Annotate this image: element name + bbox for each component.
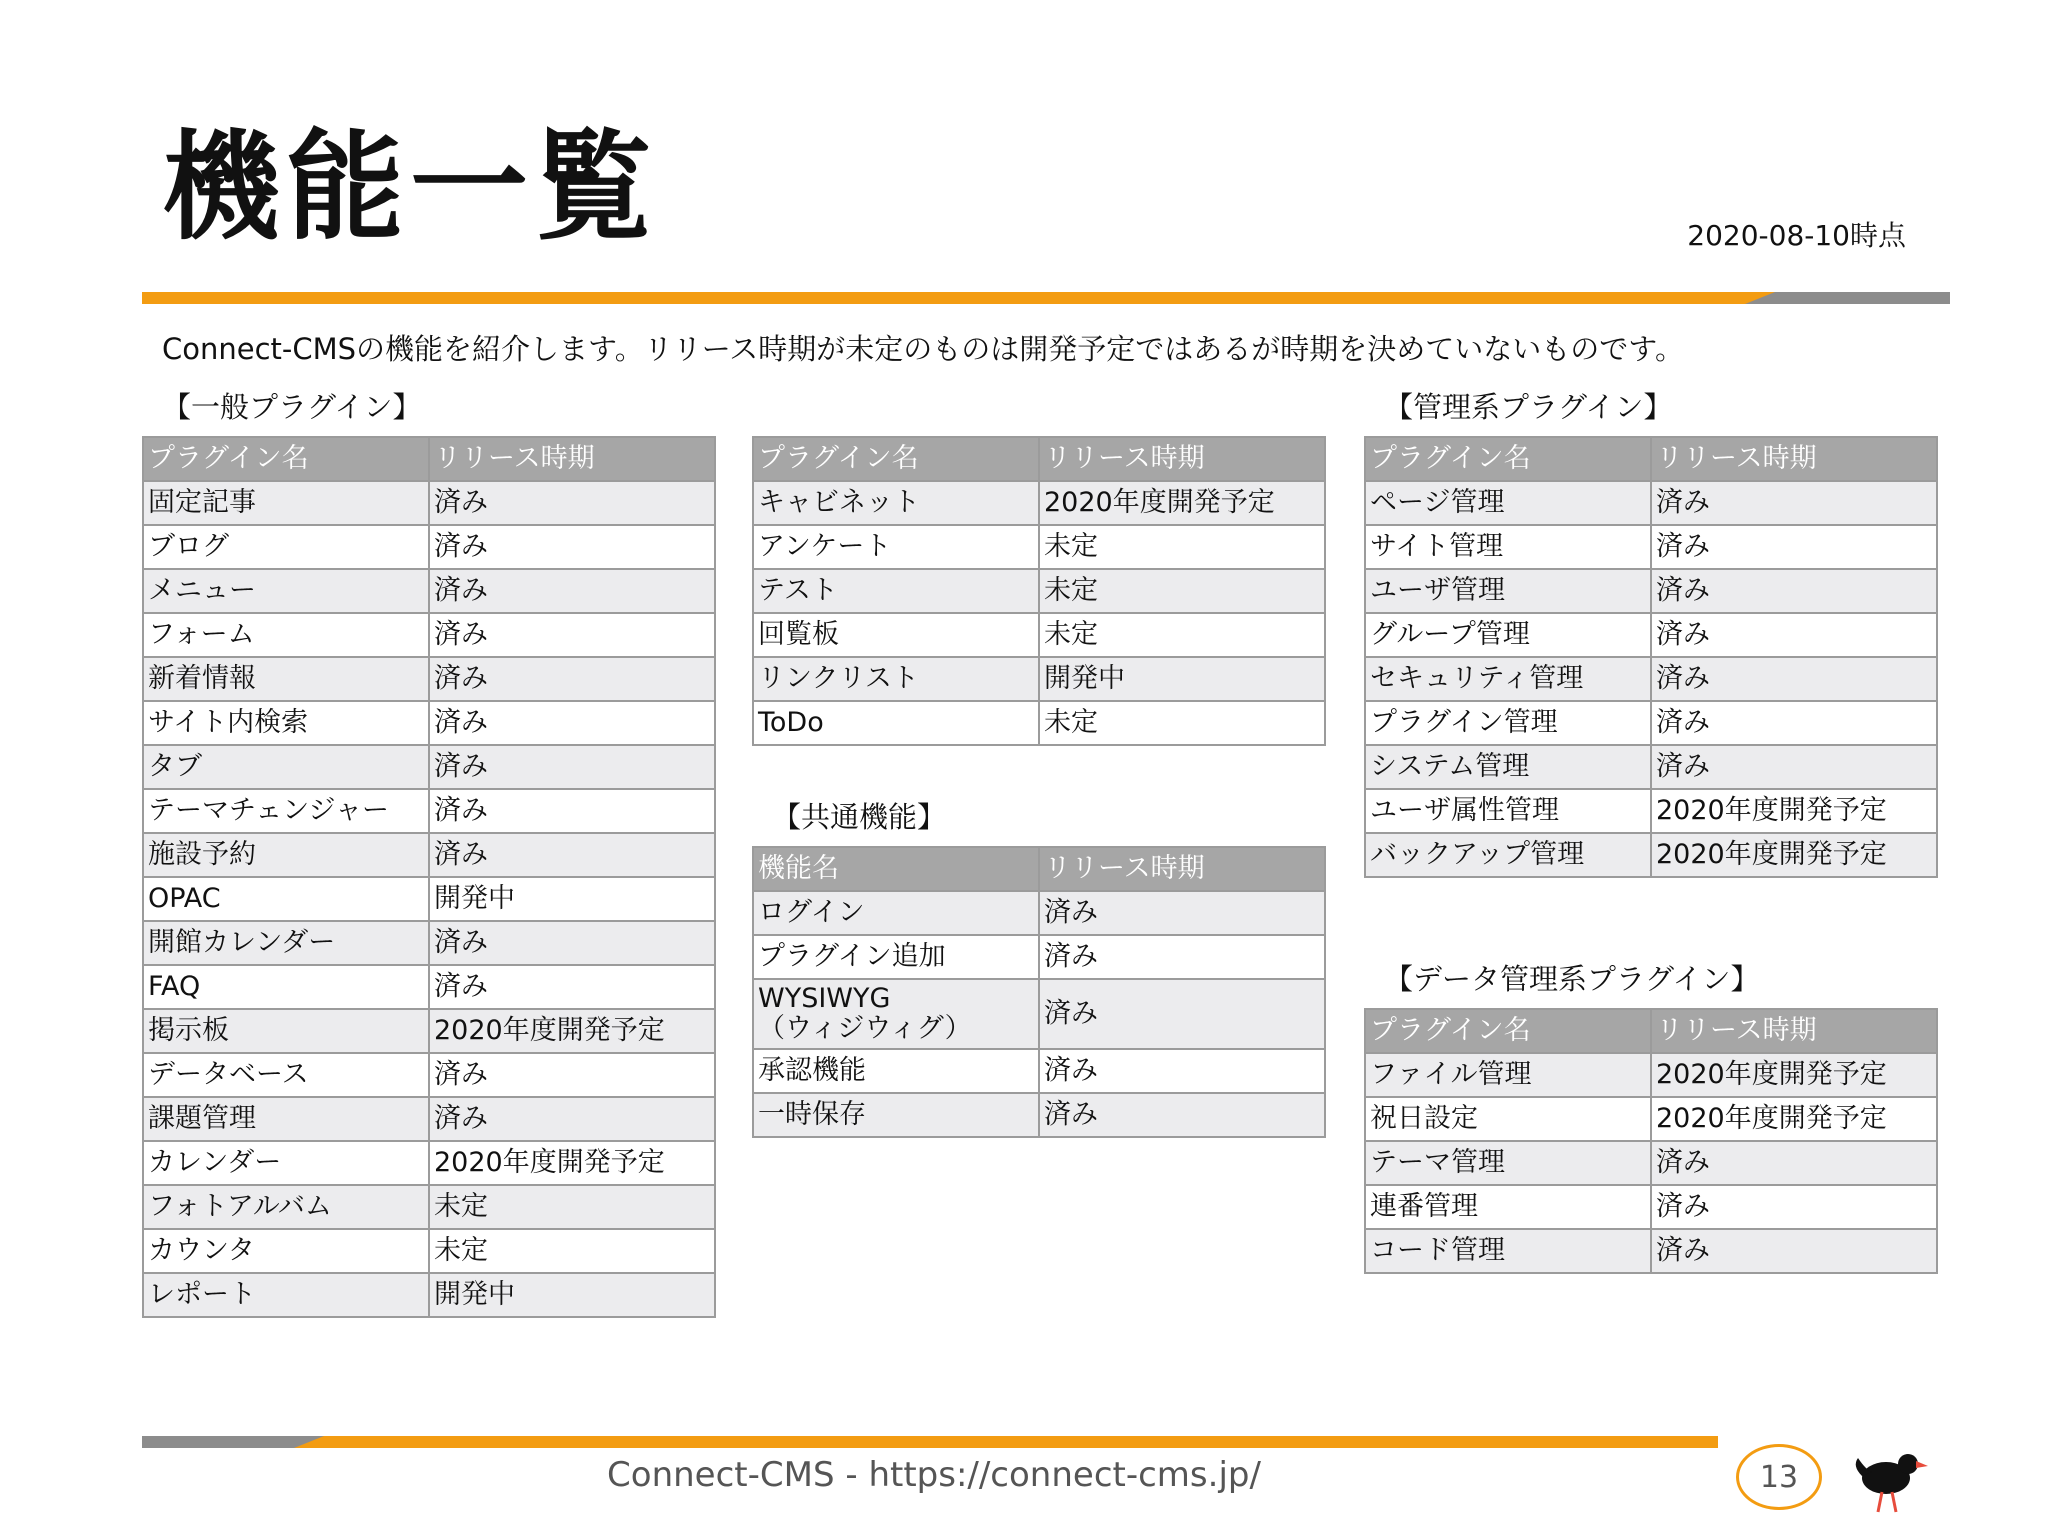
plugin-name-cell: キャビネット <box>753 481 1039 525</box>
release-status-cell: 未定 <box>429 1185 715 1229</box>
data-admin-plugin-table <box>1364 1008 1938 1274</box>
release-status-cell: 2020年度開発予定 <box>429 1009 715 1053</box>
as-of-date: 2020-08-10時点 <box>1687 219 1906 252</box>
table-row <box>143 877 715 921</box>
table-row <box>143 789 715 833</box>
column-header-name: 機能名 <box>753 847 1039 891</box>
release-status-cell: 未定 <box>429 1229 715 1273</box>
table-row <box>1365 789 1937 833</box>
table-row <box>143 481 715 525</box>
plugin-name-cell: フォーム <box>143 613 429 657</box>
table-row <box>753 525 1325 569</box>
plugin-name-cell: 祝日設定 <box>1365 1097 1651 1141</box>
table-row <box>1365 525 1937 569</box>
release-status-cell: 2020年度開発予定 <box>1651 833 1937 877</box>
page-number: 13 <box>1736 1444 1822 1510</box>
table-row <box>753 701 1325 745</box>
plugin-name-cell: 固定記事 <box>143 481 429 525</box>
release-status-cell: 済み <box>429 1053 715 1097</box>
table-row <box>1365 569 1937 613</box>
release-status-cell: 済み <box>1651 481 1937 525</box>
plugin-name-cell: 回覧板 <box>753 613 1039 657</box>
bird-icon <box>1848 1436 1928 1516</box>
plugin-name-cell: 連番管理 <box>1365 1185 1651 1229</box>
release-status-cell: 済み <box>1039 1093 1325 1137</box>
plugin-name-cell: ページ管理 <box>1365 481 1651 525</box>
plugin-name-cell: プラグイン管理 <box>1365 701 1651 745</box>
bottom-gray-bar <box>142 1436 324 1448</box>
table-row <box>143 1097 715 1141</box>
plugin-name-cell: ファイル管理 <box>1365 1053 1651 1097</box>
general-section-title: 【一般プラグイン】 <box>162 390 422 424</box>
table-row <box>143 1229 715 1273</box>
table-row <box>143 965 715 1009</box>
admin-section-title: 【管理系プラグイン】 <box>1384 390 1673 424</box>
table-row <box>143 833 715 877</box>
table-row <box>143 1009 715 1053</box>
table-row <box>1365 1097 1937 1141</box>
column-header-name: プラグイン名 <box>1365 1009 1651 1053</box>
column-header-name: プラグイン名 <box>143 437 429 481</box>
release-status-cell: 開発中 <box>429 877 715 921</box>
admin-plugin-table <box>1364 436 1938 878</box>
release-status-cell: 済み <box>1039 1049 1325 1093</box>
release-status-cell: 済み <box>429 613 715 657</box>
table-row <box>753 657 1325 701</box>
table-row <box>1365 1229 1937 1273</box>
plugin-name-cell: テーマ管理 <box>1365 1141 1651 1185</box>
table-row <box>1365 1141 1937 1185</box>
column-header-name: プラグイン名 <box>1365 437 1651 481</box>
release-status-cell: 済み <box>1039 935 1325 979</box>
plugin-name-cell: ブログ <box>143 525 429 569</box>
plugin-name-cell: タブ <box>143 745 429 789</box>
release-status-cell: 済み <box>1651 613 1937 657</box>
common-feature-table <box>752 846 1326 1138</box>
table-row <box>1365 613 1937 657</box>
release-status-cell: 済み <box>429 789 715 833</box>
release-status-cell: 済み <box>429 833 715 877</box>
top-gray-bar <box>1745 292 1950 304</box>
release-status-cell: 済み <box>429 965 715 1009</box>
plugin-name-cell: レポート <box>143 1273 429 1317</box>
general-plugin-table-continued <box>752 436 1326 746</box>
release-status-cell: 未定 <box>1039 613 1325 657</box>
plugin-name-cell: カウンタ <box>143 1229 429 1273</box>
plugin-name-cell: グループ管理 <box>1365 613 1651 657</box>
plugin-name-cell: 開館カレンダー <box>143 921 429 965</box>
release-status-cell: 済み <box>1651 1141 1937 1185</box>
release-status-cell: 未定 <box>1039 701 1325 745</box>
page-title: 機能一覧 <box>162 118 659 256</box>
table-row <box>143 1053 715 1097</box>
release-status-cell: 未定 <box>1039 569 1325 613</box>
table-row <box>143 745 715 789</box>
column-header-release: リリース時期 <box>1039 437 1325 481</box>
plugin-name-cell: システム管理 <box>1365 745 1651 789</box>
release-status-cell: 済み <box>1039 979 1325 1049</box>
bottom-accent-bar <box>142 1436 1718 1448</box>
release-status-cell: 済み <box>1651 1185 1937 1229</box>
release-status-cell: 済み <box>1651 569 1937 613</box>
release-status-cell: 済み <box>429 657 715 701</box>
table-row <box>753 1049 1325 1093</box>
table-row <box>143 613 715 657</box>
plugin-name-cell: 新着情報 <box>143 657 429 701</box>
table-row <box>143 921 715 965</box>
release-status-cell: 2020年度開発予定 <box>1651 1097 1937 1141</box>
release-status-cell: 2020年度開発予定 <box>1651 1053 1937 1097</box>
plugin-name-cell: アンケート <box>753 525 1039 569</box>
plugin-name-cell: プラグイン追加 <box>753 935 1039 979</box>
column-header-release: リリース時期 <box>1039 847 1325 891</box>
general-plugin-table <box>142 436 716 1318</box>
column-header-release: リリース時期 <box>429 437 715 481</box>
plugin-name-cell: テーマチェンジャー <box>143 789 429 833</box>
release-status-cell: 済み <box>1651 1229 1937 1273</box>
table-row <box>1365 833 1937 877</box>
column-header-name: プラグイン名 <box>753 437 1039 481</box>
release-status-cell: 開発中 <box>1039 657 1325 701</box>
release-status-cell: 未定 <box>1039 525 1325 569</box>
plugin-name-cell: ログイン <box>753 891 1039 935</box>
release-status-cell: 2020年度開発予定 <box>429 1141 715 1185</box>
table-row <box>1365 481 1937 525</box>
plugin-name-cell: コード管理 <box>1365 1229 1651 1273</box>
plugin-name-cell: 承認機能 <box>753 1049 1039 1093</box>
table-row <box>1365 1185 1937 1229</box>
release-status-cell: 済み <box>429 525 715 569</box>
release-status-cell: 済み <box>1651 701 1937 745</box>
table-row <box>753 891 1325 935</box>
table-row <box>753 481 1325 525</box>
table-row <box>753 935 1325 979</box>
table-row <box>143 569 715 613</box>
release-status-cell: 済み <box>429 569 715 613</box>
release-status-cell: 済み <box>1651 657 1937 701</box>
plugin-name-cell: データベース <box>143 1053 429 1097</box>
plugin-name-cell: リンクリスト <box>753 657 1039 701</box>
footer-url: Connect-CMS - https://connect-cms.jp/ <box>607 1455 1261 1495</box>
release-status-cell: 済み <box>429 481 715 525</box>
release-status-cell: 済み <box>1039 891 1325 935</box>
data-admin-section-title: 【データ管理系プラグイン】 <box>1384 962 1760 996</box>
plugin-name-cell: ToDo <box>753 701 1039 745</box>
common-section-title: 【共通機能】 <box>772 800 947 834</box>
table-row <box>753 569 1325 613</box>
table-row <box>143 701 715 745</box>
plugin-name-cell: ユーザ属性管理 <box>1365 789 1651 833</box>
release-status-cell: 開発中 <box>429 1273 715 1317</box>
plugin-name-cell: ユーザ管理 <box>1365 569 1651 613</box>
table-row <box>753 979 1325 1049</box>
plugin-name-cell: サイト内検索 <box>143 701 429 745</box>
plugin-name-cell: 掲示板 <box>143 1009 429 1053</box>
table-row <box>143 525 715 569</box>
table-row <box>753 1093 1325 1137</box>
plugin-name-cell: WYSIWYG （ウィジウィグ） <box>753 979 1039 1049</box>
table-row <box>1365 745 1937 789</box>
intro-text: Connect-CMSの機能を紹介します。リリース時期が未定のものは開発予定ではあるが時期を決めていないものです。 <box>162 332 1684 366</box>
column-header-release: リリース時期 <box>1651 437 1937 481</box>
table-row <box>1365 701 1937 745</box>
release-status-cell: 済み <box>429 1097 715 1141</box>
release-status-cell: 済み <box>429 921 715 965</box>
release-status-cell: 2020年度開発予定 <box>1039 481 1325 525</box>
plugin-name-cell: OPAC <box>143 877 429 921</box>
table-row <box>143 1141 715 1185</box>
plugin-name-cell: 施設予約 <box>143 833 429 877</box>
release-status-cell: 2020年度開発予定 <box>1651 789 1937 833</box>
table-row <box>143 1273 715 1317</box>
plugin-name-cell: FAQ <box>143 965 429 1009</box>
table-row <box>1365 657 1937 701</box>
plugin-name-cell: セキュリティ管理 <box>1365 657 1651 701</box>
table-row <box>753 613 1325 657</box>
plugin-name-cell: サイト管理 <box>1365 525 1651 569</box>
top-accent-bar <box>142 292 1947 304</box>
plugin-name-cell: メニュー <box>143 569 429 613</box>
release-status-cell: 済み <box>1651 525 1937 569</box>
table-row <box>143 1185 715 1229</box>
release-status-cell: 済み <box>429 701 715 745</box>
column-header-release: リリース時期 <box>1651 1009 1937 1053</box>
plugin-name-cell: カレンダー <box>143 1141 429 1185</box>
release-status-cell: 済み <box>1651 745 1937 789</box>
table-row <box>1365 1053 1937 1097</box>
table-row <box>143 657 715 701</box>
plugin-name-cell: フォトアルバム <box>143 1185 429 1229</box>
plugin-name-cell: 課題管理 <box>143 1097 429 1141</box>
plugin-name-cell: テスト <box>753 569 1039 613</box>
plugin-name-cell: バックアップ管理 <box>1365 833 1651 877</box>
plugin-name-cell: 一時保存 <box>753 1093 1039 1137</box>
release-status-cell: 済み <box>429 745 715 789</box>
